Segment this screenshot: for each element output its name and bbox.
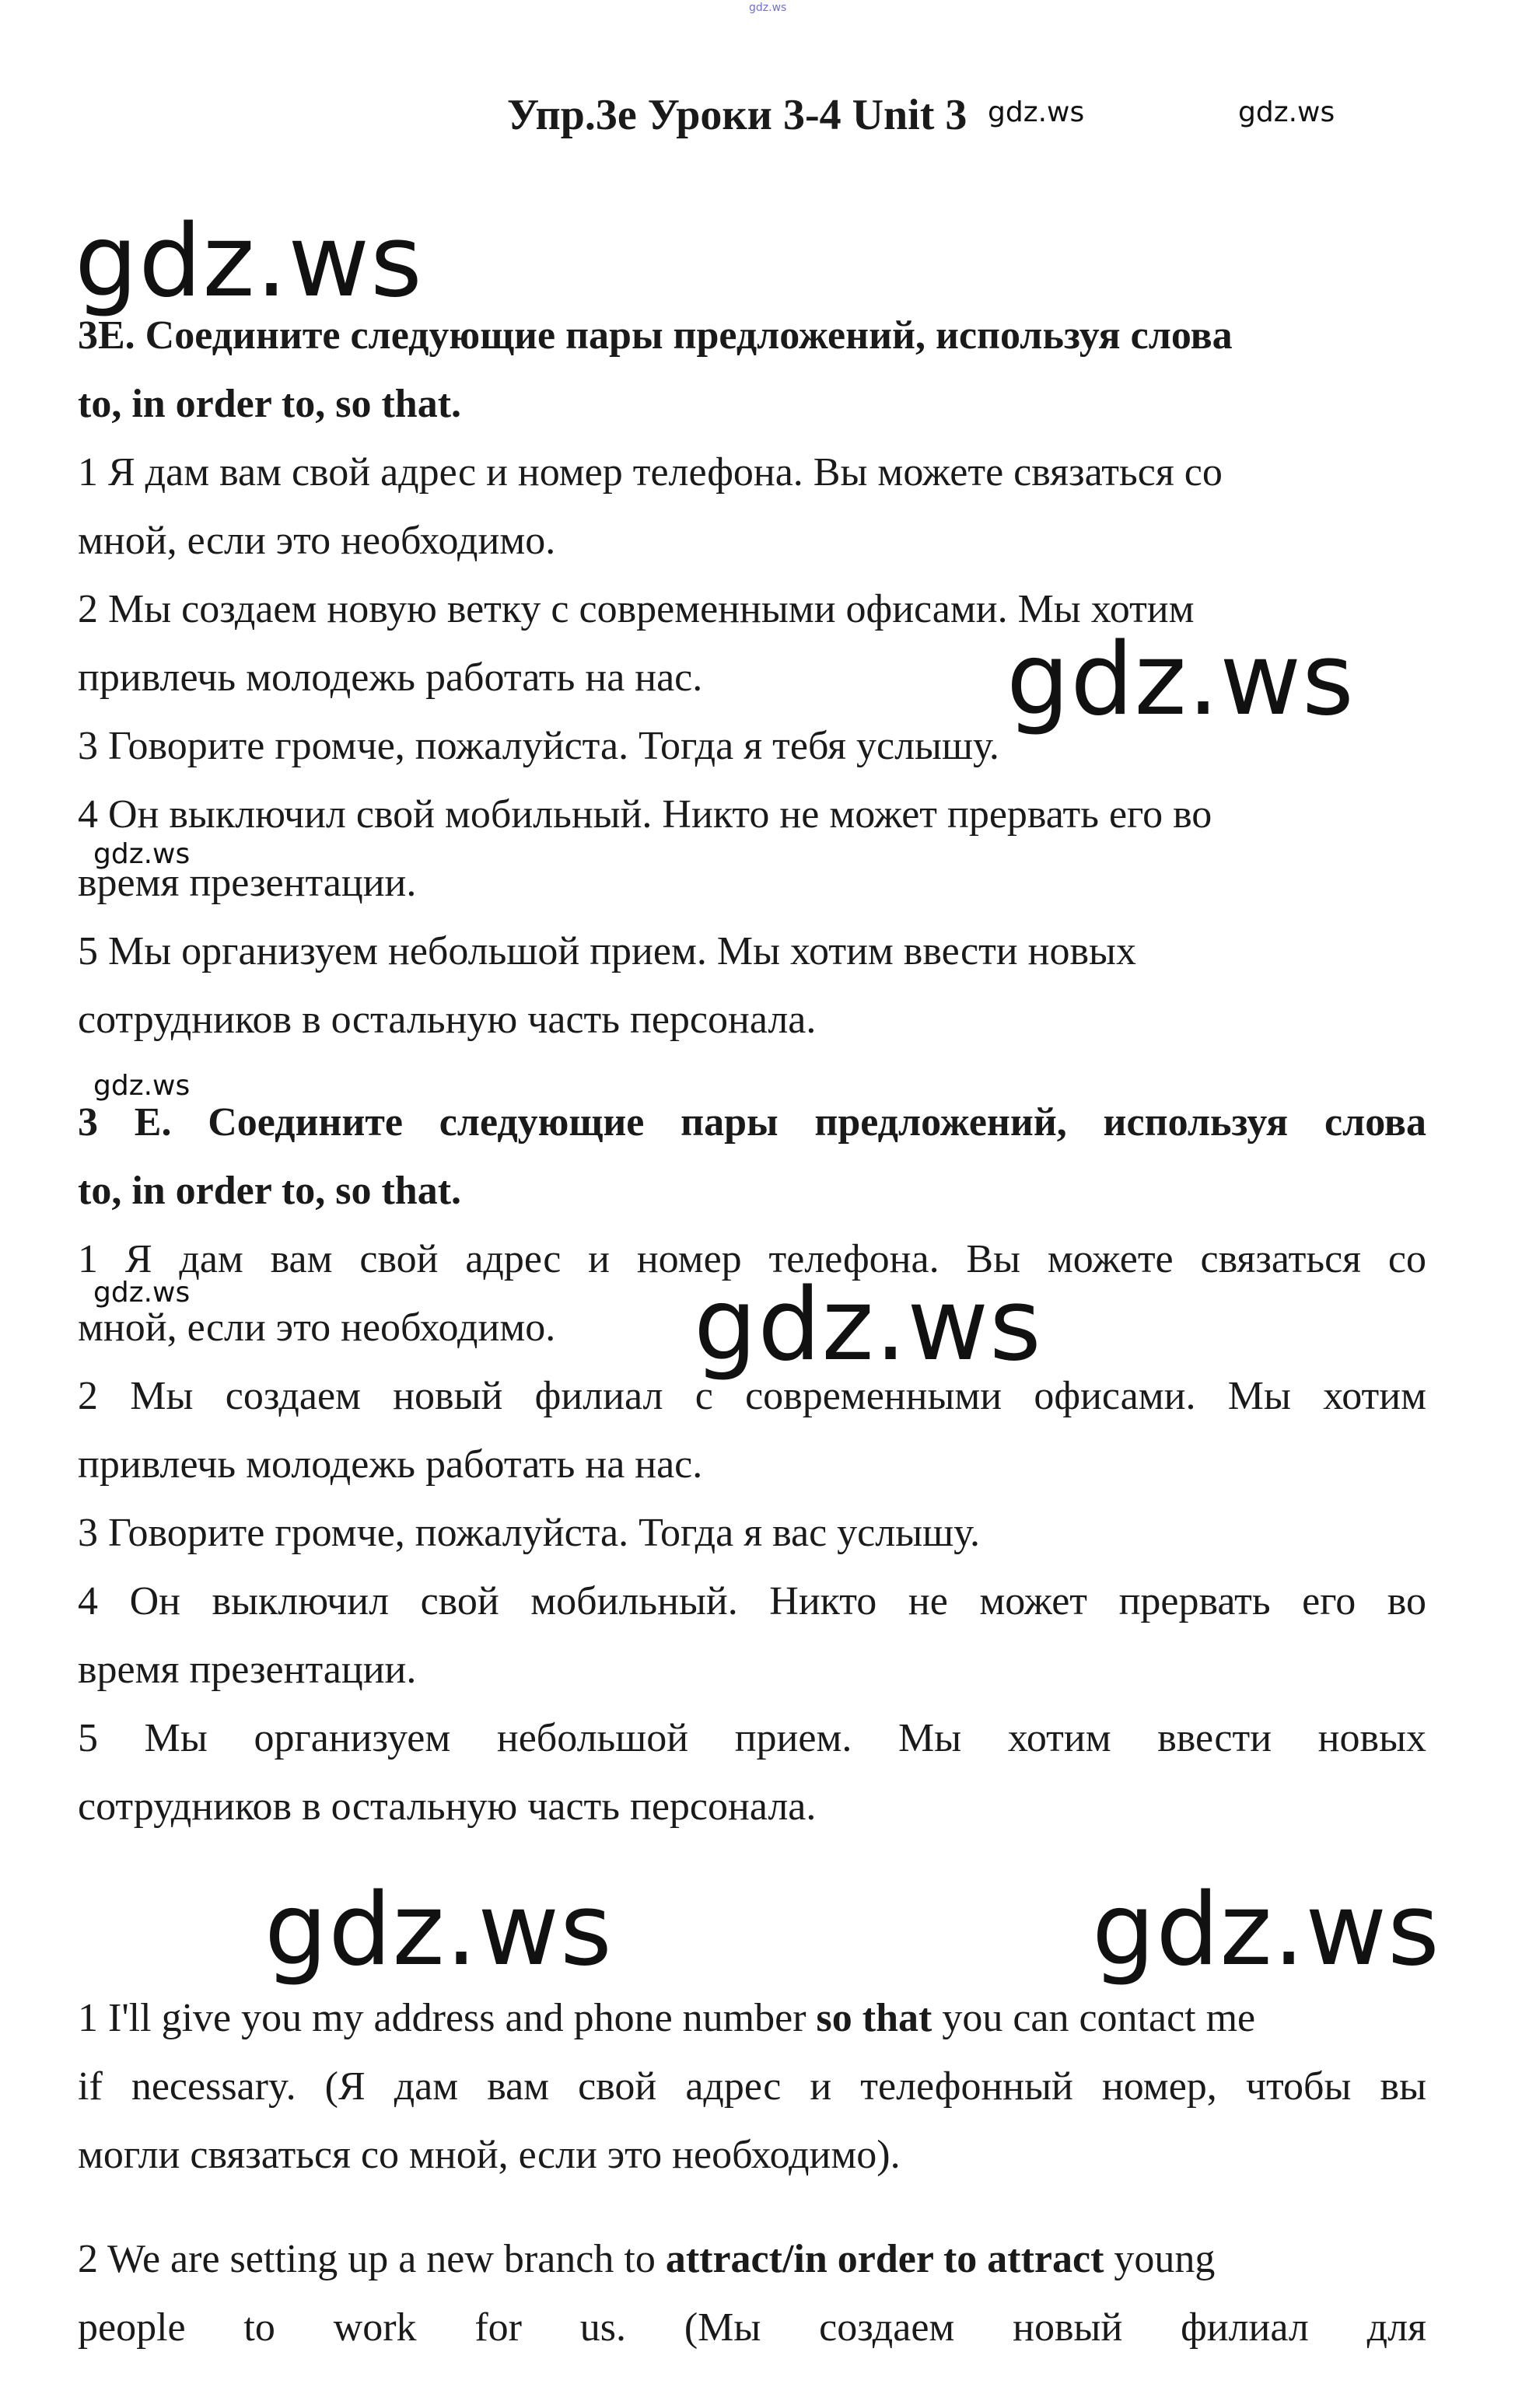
section2-sentence4-line2: время презентации. <box>78 1648 417 1692</box>
section2-heading-line1: 3 Е. Соедините следующие пары предложений, используя слова <box>78 1100 1426 1145</box>
watermark-big-top-left: gdz.ws <box>75 204 423 320</box>
watermark-small-1: gdz.ws <box>93 838 191 870</box>
section2-heading-line2: to, in order to, so that. <box>78 1169 462 1213</box>
section2-sentence2-line1: 2 Мы создаем новый филиал с современными офисами. Мы хотим <box>78 1374 1426 1418</box>
section1-sentence2-line1: 2 Мы создаем новую ветку с современными офисами. Мы хотим <box>78 587 1195 631</box>
section1-sentence4-line1: 4 Он выключил свой мобильный. Никто не может прервать его во <box>78 792 1212 837</box>
section1-sentence1-line2: мной, если это необходимо. <box>78 519 556 563</box>
answer2-line1-post: young <box>1104 2237 1216 2281</box>
answer2-line1-pre: 2 We are setting up a new branch to <box>78 2237 666 2281</box>
watermark-title-tag-1: gdz.ws <box>988 96 1085 128</box>
watermark-small-3: gdz.ws <box>93 1277 191 1309</box>
watermark-big-center: gdz.ws <box>694 1267 1042 1383</box>
section1-sentence4-line2: время презентации. <box>78 861 417 905</box>
section1-sentence5-line1: 5 Мы организуем небольшой прием. Мы хотим ввести новых <box>78 929 1136 973</box>
section2-sentence5-line1: 5 Мы организуем небольшой прием. Мы хотим ввести новых <box>78 1716 1426 1760</box>
watermark-big-bottom-right: gdz.ws <box>1092 1872 1440 1988</box>
answer2-line1-bold: attract/in order to attract <box>665 2237 1104 2281</box>
section1-sentence2-line2: привлечь молодежь работать на нас. <box>78 655 703 700</box>
answer1-line2: if necessary. (Я дам вам свой адрес и телефонный номер, чтобы вы <box>78 2064 1426 2109</box>
section1-sentence5-line2: сотрудников в остальную часть персонала. <box>78 998 817 1042</box>
section1-sentence3-line1: 3 Говорите громче, пожалуйста. Тогда я тебя услышу. <box>78 724 999 768</box>
watermark-small-2: gdz.ws <box>93 1070 191 1102</box>
page-title: Упр.3е Уроки 3-4 Unit 3 <box>507 91 967 139</box>
answer1-line3: могли связаться со мной, если это необходимо). <box>78 2133 901 2177</box>
answer1-line1 <box>78 1995 1426 2042</box>
watermark-tiny-top: gdz.ws <box>749 2 787 14</box>
watermark-title-tag-2: gdz.ws <box>1238 96 1335 128</box>
watermark-big-bottom-left: gdz.ws <box>264 1872 613 1988</box>
section2-sentence1-line2: мной, если это необходимо. <box>78 1305 556 1350</box>
section2-sentence2-line2: привлечь молодежь работать на нас. <box>78 1442 703 1487</box>
section1-heading-line1: 3E. Соедините следующие пары предложений, используя слова <box>78 313 1233 358</box>
answer1-line1-post: you can contact me <box>932 1996 1256 2040</box>
section1-sentence1-line1: 1 Я дам вам свой адрес и номер телефона. Вы можете связаться со <box>78 450 1223 495</box>
section2-sentence5-line2: сотрудников в остальную часть персонала. <box>78 1784 817 1829</box>
section2-sentence1-line1: 1 Я дам вам свой адрес и номер телефона. Вы можете связаться со <box>78 1237 1426 1281</box>
answer2-line1 <box>78 2236 1426 2283</box>
answer1-line1-bold: so that <box>816 1996 932 2040</box>
section2-sentence4-line1: 4 Он выключил свой мобильный. Никто не может прервать его во <box>78 1579 1426 1623</box>
section2-sentence3-line1: 3 Говорите громче, пожалуйста. Тогда я вас услышу. <box>78 1511 980 1555</box>
answer2-line2: people to work for us. (Мы создаем новый филиал для <box>78 2305 1426 2350</box>
watermark-big-mid-right: gdz.ws <box>1006 622 1355 738</box>
answer1-line1-pre: 1 I'll give you my address and phone number <box>78 1996 817 2040</box>
section1-heading-line2: to, in order to, so that. <box>78 382 462 426</box>
